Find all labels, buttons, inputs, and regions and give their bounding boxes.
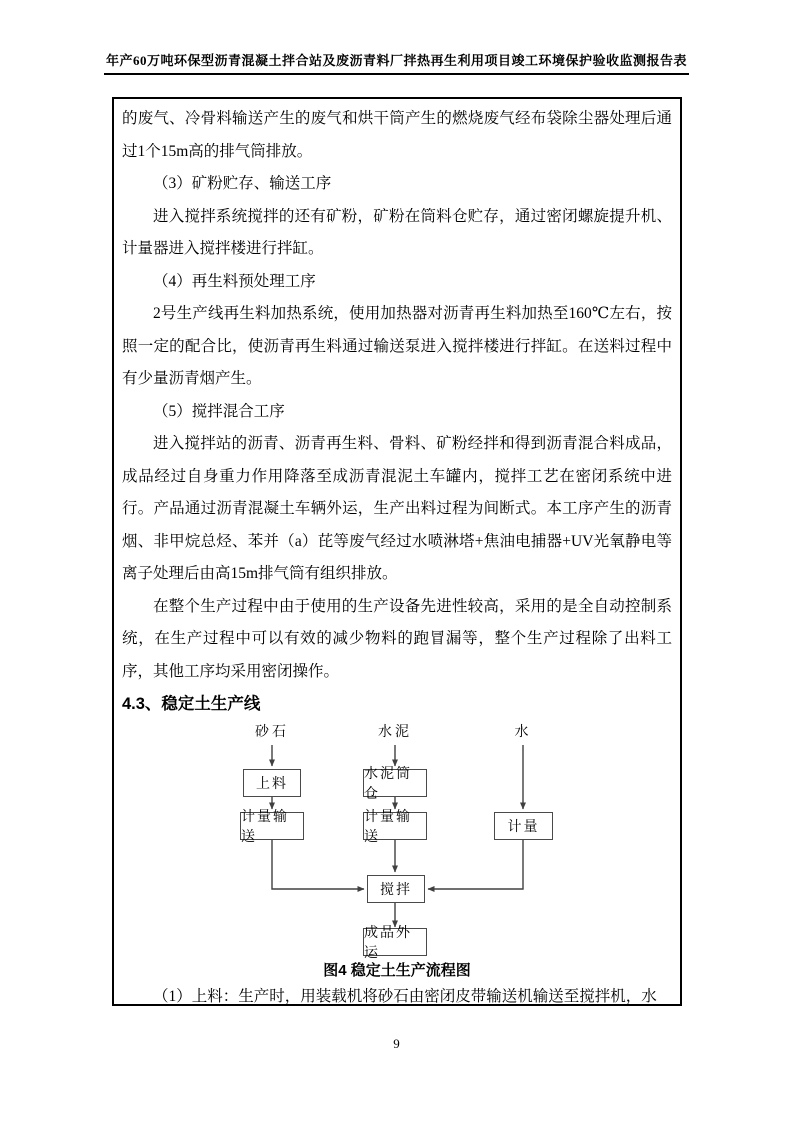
body-paragraph: 2号生产线再生料加热系统，使用加热器对沥青再生料加热至160℃左右，按照一定的配合比，使沥青再生料通过输送泵进入搅拌楼进行拌缸。在送料过程中有少量沥青烟产生。	[122, 305, 672, 387]
section-heading: 4.3、稳定土生产线	[122, 695, 261, 713]
body-paragraph: （5）搅拌混合工序	[153, 402, 285, 420]
page-number: 9	[393, 1036, 400, 1051]
arrow-meter-to-mixing	[428, 840, 523, 889]
figure-caption: 图4 稳定土生产流程图	[323, 962, 471, 979]
flowchart-node-product-out: 成品外运	[363, 928, 427, 956]
body-paragraph-after-figure: （1）上料：生产时，用装载机将砂石由密闭皮带输送机输送至搅拌机，水	[153, 988, 657, 1005]
flowchart-node-mixing: 搅拌	[367, 875, 425, 903]
flowchart-node-loading: 上料	[243, 769, 301, 797]
arrow-meter-convey-left-to-mixing	[272, 840, 364, 889]
flowchart-node-meter: 计量	[494, 812, 553, 840]
page-header	[0, 50, 793, 75]
flowchart-node-cement-silo: 水泥筒仓	[363, 769, 427, 797]
body-paragraph: （4）再生料预处理工序	[153, 272, 316, 290]
flowchart-node-meter-convey-mid: 计量输送	[363, 812, 427, 840]
body-paragraph: （3）矿粉贮存、输送工序	[153, 175, 332, 192]
flowchart-node-meter-convey-left: 计量输送	[240, 812, 304, 840]
flowchart-input-sand: 砂石	[255, 725, 289, 740]
content-table	[112, 97, 682, 1006]
body-paragraph: 进入搅拌站的沥青、沥青再生料、骨料、矿粉经拌和得到沥青混合料成品，成品经过自身重力作用降落至成沥青混泥土车罐内，搅拌工艺在密闭系统中进行。产品通过沥青混凝土车辆外运，生产出料过程为间断式。本工序产生的沥青烟、非甲烷总烃、苯并（a）芘等废气经过水喷淋塔+焦油电捕器+UV光氧静电等离子处理后由高15m排气筒有组织排放。	[122, 435, 672, 582]
flowchart-input-cement: 水泥	[378, 725, 412, 740]
flowchart-figure	[122, 721, 676, 959]
body-paragraph: 进入搅拌系统搅拌的还有矿粉，矿粉在筒料仓贮存，通过密闭螺旋提升机、计量器进入搅拌楼进行拌缸。	[122, 207, 672, 257]
document-title: 年产60万吨环保型沥青混凝土拌合站及废沥青料厂拌热再生利用项目竣工环境保护验收监测报告表	[104, 50, 689, 75]
body-paragraph: 的废气、冷骨料输送产生的废气和烘干筒产生的燃烧废气经布袋除尘器处理后通过1个15m高的排气筒排放。	[122, 110, 672, 160]
flowchart-input-water: 水	[514, 725, 532, 740]
body-paragraph: 在整个生产过程中由于使用的生产设备先进性较高，采用的是全自动控制系统，在生产过程中可以有效的减少物料的跑冒漏等，整个生产过程除了出料工序，其他工序均采用密闭操作。	[122, 597, 672, 680]
